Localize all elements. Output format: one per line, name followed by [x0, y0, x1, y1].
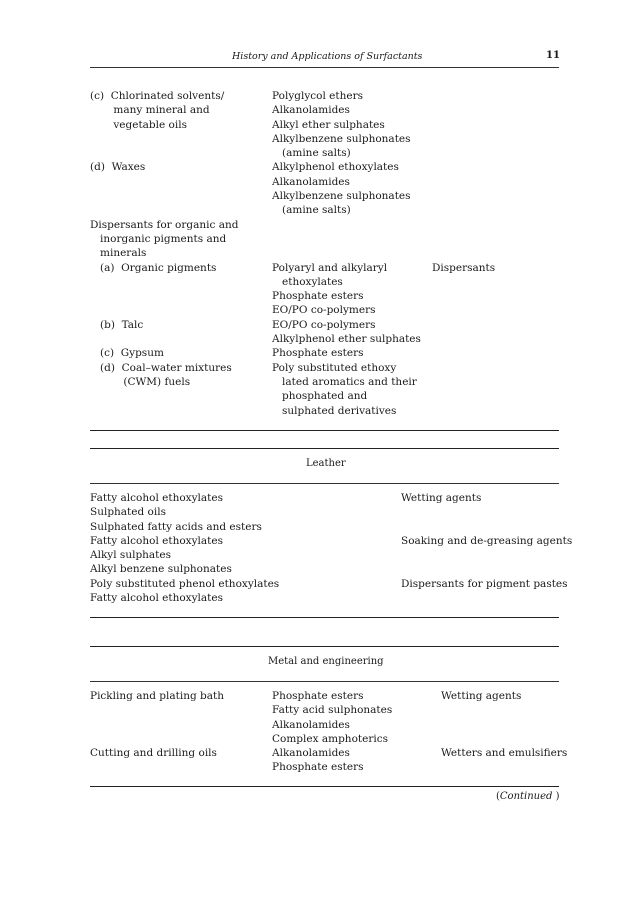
- header-rule: [90, 67, 559, 68]
- table-cell: Phosphate esters: [272, 290, 364, 303]
- leather-col1: [90, 491, 279, 605]
- table-cell: minerals: [90, 247, 147, 260]
- table-cell: Phosphate esters: [272, 690, 364, 702]
- table-cell: Alkanolamides: [272, 718, 350, 731]
- table-cell: Pickling and plating bath: [90, 690, 224, 702]
- table-cell: Alkylphenol ethoxylates: [272, 161, 399, 174]
- table-cell: Poly substituted ethoxy: [272, 361, 397, 374]
- table-cell: (c) Gypsum: [90, 347, 164, 360]
- continued-word: Continued: [499, 791, 553, 802]
- table-cell: [272, 232, 421, 246]
- page-number: 11: [546, 50, 560, 61]
- table-cell: [401, 548, 572, 562]
- table-cell: Alkanolamides: [272, 747, 350, 760]
- table-cell: Phosphate esters: [272, 761, 364, 774]
- table-cell: Fatty alcohol ethoxylates: [90, 534, 223, 547]
- table-cell: [90, 146, 238, 160]
- table-cell: (c) Chlorinated solvents/: [90, 90, 225, 102]
- leather-col2: [401, 491, 572, 591]
- table-cell: Sulphated fatty acids and esters: [90, 520, 262, 533]
- section1-col3: [432, 261, 495, 275]
- table-cell: ethoxylates: [272, 275, 343, 288]
- table-cell: Soaking and de-greasing agents: [401, 534, 573, 547]
- table-cell: Wetting agents: [441, 690, 522, 702]
- table-cell: (b) Talc: [90, 318, 144, 331]
- table-cell: Dispersants for organic and: [90, 218, 239, 231]
- table-cell: Alkyl ether sulphates: [272, 118, 385, 131]
- metal-col1: [90, 689, 224, 760]
- table-cell: EO/PO co-polymers: [272, 318, 376, 331]
- continued-close: ): [552, 791, 560, 802]
- table-cell: [441, 732, 567, 746]
- table-cell: Alkylphenol ether sulphates: [272, 333, 421, 346]
- table-cell: [272, 218, 421, 232]
- table-cell: (d) Coal–water mixtures: [90, 361, 232, 374]
- table-cell: [90, 132, 238, 146]
- table-cell: Polyglycol ethers: [272, 90, 363, 102]
- table-cell: EO/PO co-polymers: [272, 304, 376, 317]
- table-end-rule: [90, 430, 559, 431]
- table-cell: Alkyl sulphates: [90, 549, 172, 562]
- table-cell: [401, 562, 572, 576]
- table-cell: phosphated and: [272, 390, 368, 403]
- table-cell: [272, 246, 421, 260]
- table-cell: (a) Organic pigments: [90, 261, 217, 274]
- table-cell: Wetters and emulsifiers: [441, 747, 568, 760]
- table-cell: Complex amphoterics: [272, 732, 388, 745]
- table-cell: [401, 505, 572, 519]
- table-cell: [441, 703, 567, 717]
- table-cell: Alkanolamides: [272, 104, 350, 117]
- table-cell: (amine salts): [272, 204, 351, 217]
- table-cell: Cutting and drilling oils: [90, 747, 217, 760]
- table-cell: Fatty alcohol ethoxylates: [90, 592, 223, 605]
- table-cell: Sulphated oils: [90, 506, 166, 519]
- metal-top-rule: [90, 646, 559, 647]
- metal-title: Metal and engineering: [268, 656, 384, 667]
- metal-col3: [441, 689, 567, 760]
- running-title: History and Applications of Surfactants: [232, 51, 423, 62]
- metal-header-rule: [90, 681, 559, 682]
- table-cell: Fatty alcohol ethoxylates: [90, 492, 223, 504]
- section1-col1: [90, 89, 238, 389]
- table-cell: Dispersants: [432, 261, 496, 274]
- table-cell: [90, 303, 238, 317]
- table-cell: lated aromatics and their: [272, 375, 417, 388]
- table-cell: Alkylbenzene sulphonates: [272, 190, 411, 203]
- table-cell: [441, 718, 567, 732]
- metal-end-rule: [90, 786, 559, 787]
- table-cell: Fatty acid sulphonates: [272, 704, 393, 717]
- metal-col2: [272, 689, 392, 775]
- table-cell: (CWM) fuels: [90, 375, 191, 388]
- table-cell: Alkyl benzene sulphonates: [90, 563, 232, 576]
- table-cell: Alkanolamides: [272, 175, 350, 188]
- table-cell: Wetting agents: [401, 492, 482, 504]
- table-cell: (amine salts): [272, 147, 351, 160]
- table-cell: Polyaryl and alkylaryl: [272, 261, 388, 274]
- leather-end-rule: [90, 617, 559, 618]
- table-cell: [90, 289, 238, 303]
- continued-note: [496, 791, 560, 802]
- table-cell: many mineral and: [90, 104, 210, 117]
- table-cell: [90, 332, 238, 346]
- table-cell: [90, 718, 224, 732]
- table-cell: Phosphate esters: [272, 347, 364, 360]
- section1-col2: [272, 89, 421, 418]
- table-cell: Alkylbenzene sulphonates: [272, 132, 411, 145]
- table-cell: vegetable oils: [90, 118, 187, 131]
- table-cell: [90, 175, 238, 189]
- continued-open: (: [496, 791, 500, 802]
- table-cell: [90, 703, 224, 717]
- table-cell: [90, 275, 238, 289]
- table-cell: (d) Waxes: [90, 161, 146, 174]
- leather-header-rule: [90, 483, 559, 484]
- leather-title: Leather: [306, 458, 346, 469]
- table-cell: [90, 189, 238, 203]
- table-cell: [401, 520, 572, 534]
- table-cell: Poly substituted phenol ethoxylates: [90, 577, 280, 590]
- table-cell: sulphated derivatives: [272, 404, 397, 417]
- table-cell: [90, 203, 238, 217]
- table-cell: [90, 732, 224, 746]
- leather-top-rule: [90, 448, 559, 449]
- table-cell: inorganic pigments and: [90, 232, 227, 245]
- table-cell: Dispersants for pigment pastes: [401, 577, 568, 590]
